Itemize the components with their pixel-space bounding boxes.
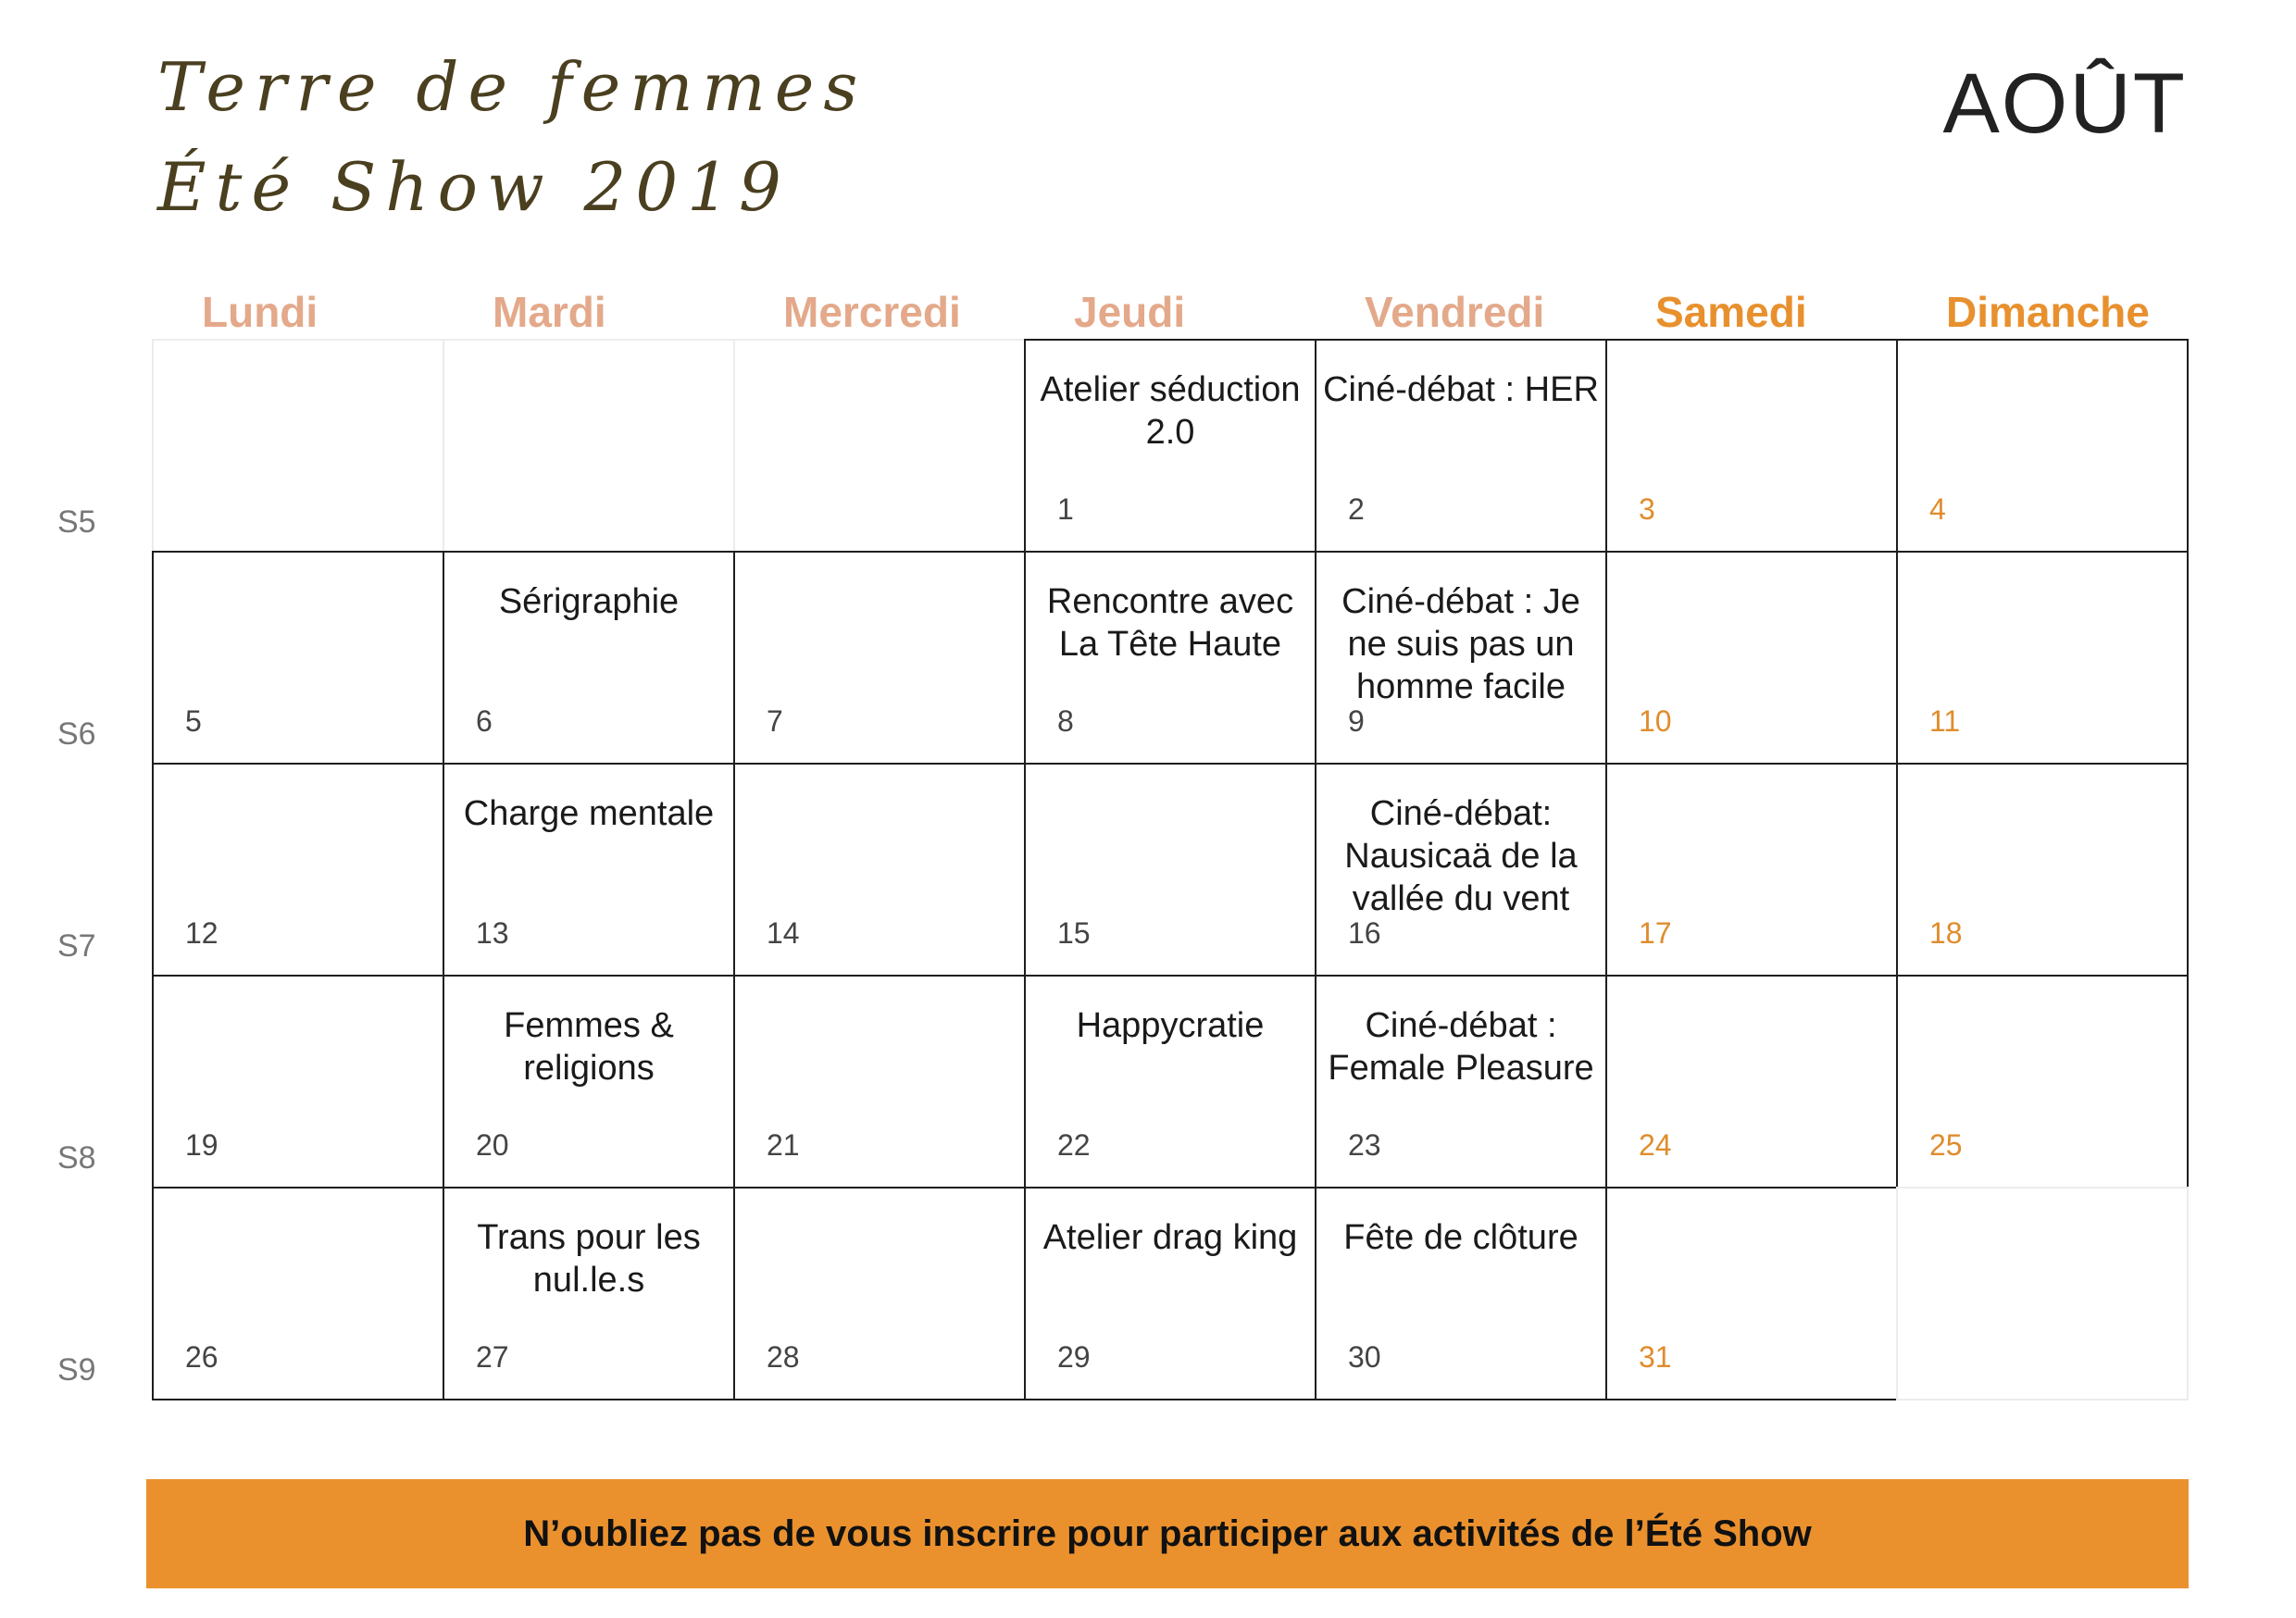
day-number: 9 xyxy=(1348,704,1365,738)
calendar-cell xyxy=(1024,1187,1316,1400)
calendar-cell xyxy=(443,551,735,765)
day-number: 2 xyxy=(1348,492,1365,526)
calendar-cell xyxy=(443,1187,735,1400)
day-header-3: Jeudi xyxy=(1074,288,1186,336)
calendar-cell xyxy=(1896,975,2189,1189)
calendar-grid xyxy=(152,339,2189,1401)
day-number: 6 xyxy=(476,704,493,738)
day-header-1: Mardi xyxy=(493,288,606,336)
week-label: S9 xyxy=(57,1352,96,1388)
day-number: 11 xyxy=(1929,704,1961,738)
day-header-6: Dimanche xyxy=(1946,288,2150,336)
event-title: Ciné-débat : Je ne suis pas un homme facile xyxy=(1341,582,1580,706)
day-number: 30 xyxy=(1348,1340,1381,1374)
day-number: 4 xyxy=(1929,492,1946,526)
calendar-cell xyxy=(152,763,444,977)
calendar-cell xyxy=(1315,339,1607,553)
calendar-cell xyxy=(733,339,1026,553)
day-number: 21 xyxy=(767,1128,800,1162)
calendar-cell xyxy=(1315,975,1607,1189)
calendar-cell xyxy=(733,551,1026,765)
calendar-cell xyxy=(152,339,444,553)
calendar-cell xyxy=(1024,551,1316,765)
calendar-cell xyxy=(152,975,444,1189)
calendar-cell xyxy=(1896,763,2189,977)
event-title: Ciné-débat: Nausicaä de la vallée du vent xyxy=(1344,794,1578,918)
day-number: 17 xyxy=(1639,916,1672,950)
calendar-cell xyxy=(1315,551,1607,765)
day-number: 14 xyxy=(767,916,800,950)
calendar-cell xyxy=(1605,975,1898,1189)
week-label: S8 xyxy=(57,1140,96,1176)
event-title: Atelier séduction 2.0 xyxy=(1040,370,1301,452)
calendar-cell xyxy=(1315,763,1607,977)
day-number: 16 xyxy=(1348,916,1381,950)
day-number: 12 xyxy=(185,916,218,950)
registration-banner xyxy=(146,1479,2189,1588)
day-number: 22 xyxy=(1057,1128,1091,1162)
calendar-cell xyxy=(1896,551,2189,765)
event-title: Happycratie xyxy=(1076,1006,1265,1045)
week-label: S5 xyxy=(57,504,96,540)
calendar-cell xyxy=(1605,1187,1898,1400)
day-number: 25 xyxy=(1929,1128,1963,1162)
title-block xyxy=(157,37,867,237)
event-title: Rencontre avec La Tête Haute xyxy=(1046,582,1294,664)
event-title: Sérigraphie xyxy=(498,582,680,621)
calendar-cell xyxy=(1605,339,1898,553)
day-number: 26 xyxy=(185,1340,218,1374)
event-title: Atelier drag king xyxy=(1042,1218,1298,1257)
event-title: Ciné-débat : Female Pleasure xyxy=(1328,1006,1594,1088)
calendar-cell xyxy=(1896,1187,2189,1400)
calendar-cell xyxy=(443,339,735,553)
day-number: 3 xyxy=(1639,492,1655,526)
calendar-cell xyxy=(1024,975,1316,1189)
calendar-cell xyxy=(1896,339,2189,553)
day-number: 10 xyxy=(1639,704,1672,738)
week-label: S7 xyxy=(57,928,96,964)
week-label: S6 xyxy=(57,716,96,752)
calendar-cell xyxy=(1605,763,1898,977)
event-title: Charge mentale xyxy=(463,794,715,833)
day-number: 29 xyxy=(1057,1340,1091,1374)
calendar-cell xyxy=(152,1187,444,1400)
day-number: 13 xyxy=(476,916,509,950)
title-line-1: Terre de femmes xyxy=(157,48,867,126)
day-header-0: Lundi xyxy=(202,288,318,336)
event-title: Femmes & religions xyxy=(504,1006,674,1088)
month-label: AOÛT xyxy=(1942,56,2187,151)
calendar-cell xyxy=(1024,763,1316,977)
calendar-cell xyxy=(443,975,735,1189)
day-number: 7 xyxy=(767,704,783,738)
day-header-2: Mercredi xyxy=(783,288,961,336)
day-number: 5 xyxy=(185,704,202,738)
calendar-cell xyxy=(733,1187,1026,1400)
day-number: 19 xyxy=(185,1128,218,1162)
calendar-cell xyxy=(443,763,735,977)
day-number: 1 xyxy=(1057,492,1074,526)
day-number: 27 xyxy=(476,1340,509,1374)
day-header-5: Samedi xyxy=(1655,288,1807,336)
calendar-cell xyxy=(733,763,1026,977)
day-number: 23 xyxy=(1348,1128,1381,1162)
event-title: Fête de clôture xyxy=(1343,1218,1578,1257)
calendar-cell xyxy=(1605,551,1898,765)
banner-text: N’oubliez pas de vous inscrire pour participer aux activités de l’Été Show xyxy=(523,1512,1812,1554)
day-number: 8 xyxy=(1057,704,1074,738)
day-number: 28 xyxy=(767,1340,800,1374)
day-number: 20 xyxy=(476,1128,509,1162)
calendar-cell xyxy=(152,551,444,765)
event-title: Ciné-débat : HER xyxy=(1323,370,1599,409)
event-title: Trans pour les nul.le.s xyxy=(477,1218,701,1300)
calendar-cell xyxy=(1024,339,1316,553)
day-number: 31 xyxy=(1639,1340,1672,1374)
title-line-2: Été Show 2019 xyxy=(157,148,791,226)
day-number: 15 xyxy=(1057,916,1091,950)
day-number: 24 xyxy=(1639,1128,1672,1162)
calendar-cell xyxy=(1315,1187,1607,1400)
day-number: 18 xyxy=(1929,916,1963,950)
calendar-cell xyxy=(733,975,1026,1189)
day-header-4: Vendredi xyxy=(1365,288,1545,336)
